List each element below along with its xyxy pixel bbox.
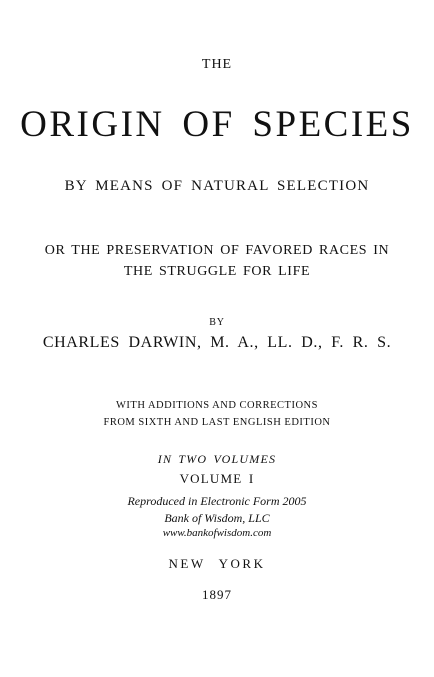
edition-note-line-1: WITH ADDITIONS AND CORRECTIONS [116, 400, 318, 411]
article-the: THE [201, 57, 233, 72]
publication-place: NEW YORK [168, 556, 266, 571]
book-title: ORIGIN OF SPECIES [20, 104, 414, 145]
volumes-note: IN TWO VOLUMES [157, 452, 277, 466]
publisher-website: www.bankofwisdom.com [162, 527, 272, 539]
reproduction-note: Reproduced in Electronic Form 2005 [127, 494, 307, 508]
subtitle-line-3: THE STRUGGLE FOR LIFE [123, 264, 311, 279]
edition-note-line-2: FROM SIXTH AND LAST ENGLISH EDITION [103, 417, 331, 428]
subtitle-line-1: BY MEANS OF NATURAL SELECTION [64, 178, 370, 194]
by-label: BY [209, 317, 225, 328]
author-name: CHARLES DARWIN, M. A., LL. D., F. R. S. [42, 334, 392, 351]
publication-year: 1897 [202, 587, 232, 602]
volume-number: VOLUME I [179, 471, 255, 486]
subtitle-line-2: OR THE PRESERVATION OF FAVORED RACES IN [44, 243, 390, 258]
digital-publisher: Bank of Wisdom, LLC [164, 511, 270, 525]
